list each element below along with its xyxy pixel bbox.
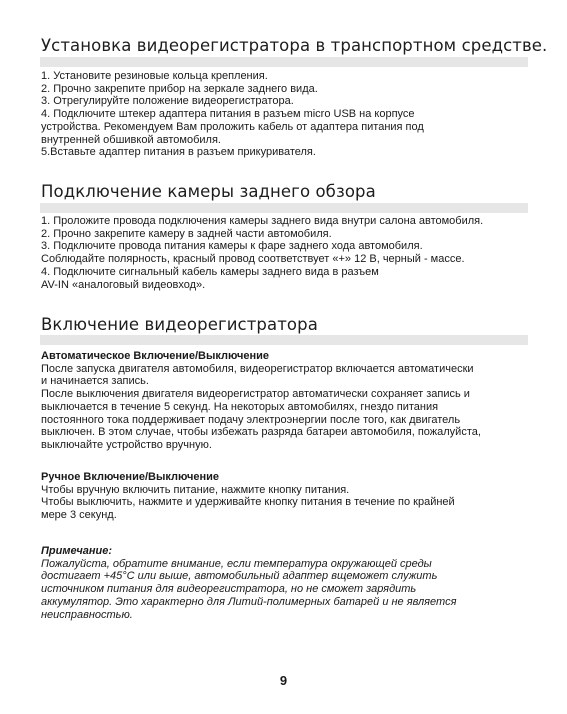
text-line: 2. Прочно закрепите прибор на зеркале заднего вида. <box>41 82 318 95</box>
text-line: 5.Вставьте адаптер питания в разъем прикуривателя. <box>41 146 316 159</box>
text-line: 4. Подключите штекер адаптера питания в разъем micro USB на корпусе <box>41 108 415 121</box>
text-line: AV-IN «аналоговый видеовход». <box>41 278 206 291</box>
text-line: неисправностью. <box>41 608 133 621</box>
manual-power-heading: Ручное Включение/Выключение <box>41 471 219 483</box>
section-divider <box>40 203 528 213</box>
section-title-power-on: Включение видеорегистратора <box>41 315 318 334</box>
section-title-installation: Установка видеорегистратора в транспортном средстве. <box>41 36 548 55</box>
note-heading: Примечание: <box>41 545 113 557</box>
text-line: аккумулятор. Это характерно для Литий-полимерных батарей и не является <box>41 595 457 608</box>
text-line: мере 3 секунд. <box>41 509 117 522</box>
page-number: 9 <box>279 673 288 688</box>
text-line: После выключения двигателя видеорегистратор автоматически сохраняет запись и <box>41 388 470 401</box>
text-line: 3. Подключите провода питания камеры к фаре заднего хода автомобиля. <box>41 240 423 253</box>
auto-power-block <box>41 350 531 452</box>
text-line: источником питания для видеорегистратора, но не сможет зарядить <box>41 583 417 596</box>
text-line: внутренней обшивкой автомобиля. <box>41 133 221 146</box>
text-line: Чтобы выключить, нажмите и удерживайте кнопку питания в течение по крайней <box>41 496 455 509</box>
text-line: Пожалуйста, обратите внимание, если температура окружающей среды <box>41 557 432 570</box>
text-line: 4. Подключите сигнальный кабель камеры заднего вида в разъем <box>41 265 379 278</box>
text-line: достигает +45°C или выше, автомобильный адаптер вщеможет служить <box>41 570 438 583</box>
text-line: Чтобы вручную включить питание, нажмите кнопку питания. <box>41 483 350 496</box>
auto-power-heading: Автоматическое Включение/Выключение <box>41 350 269 362</box>
text-line: 3. Отрегулируйте положение видеорегистратора. <box>41 95 294 108</box>
text-line: выключен. В этом случае, чтобы избежать разряда батареи автомобиля, пожалуйста, <box>41 426 481 439</box>
installation-steps <box>41 70 531 159</box>
text-line: постоянного тока поддерживает подачу электроэнергии после того, как двигатель <box>41 413 461 426</box>
section-divider <box>40 335 528 345</box>
text-line: устройства. Рекомендуем Вам проложить кабель от адаптера питания под <box>41 120 424 133</box>
text-line: Соблюдайте полярность, красный провод соответствует «+» 12 В, черный - массе. <box>41 253 465 266</box>
manual-power-block <box>41 471 531 522</box>
text-line: После запуска двигателя автомобиля, видеорегистратор включается автоматически <box>41 362 474 375</box>
note-block <box>41 545 531 621</box>
section-title-rear-camera: Подключение камеры заднего обзора <box>41 182 376 201</box>
text-line: 2. Прочно закрепите камеру в задней части автомобиля. <box>41 227 332 240</box>
text-line: 1. Проложите провода подключения камеры заднего вида внутри салона автомобиля. <box>41 215 484 227</box>
text-line: выключайте устройство вручную. <box>41 438 212 451</box>
text-line: и начинается запись. <box>41 375 149 388</box>
section-divider <box>40 57 528 67</box>
rear-camera-steps <box>41 215 531 291</box>
text-line: 1. Установите резиновые кольца крепления. <box>41 70 268 82</box>
text-line: выключается в течение 5 секунд. На некоторых автомобилях, гнездо питания <box>41 400 439 413</box>
